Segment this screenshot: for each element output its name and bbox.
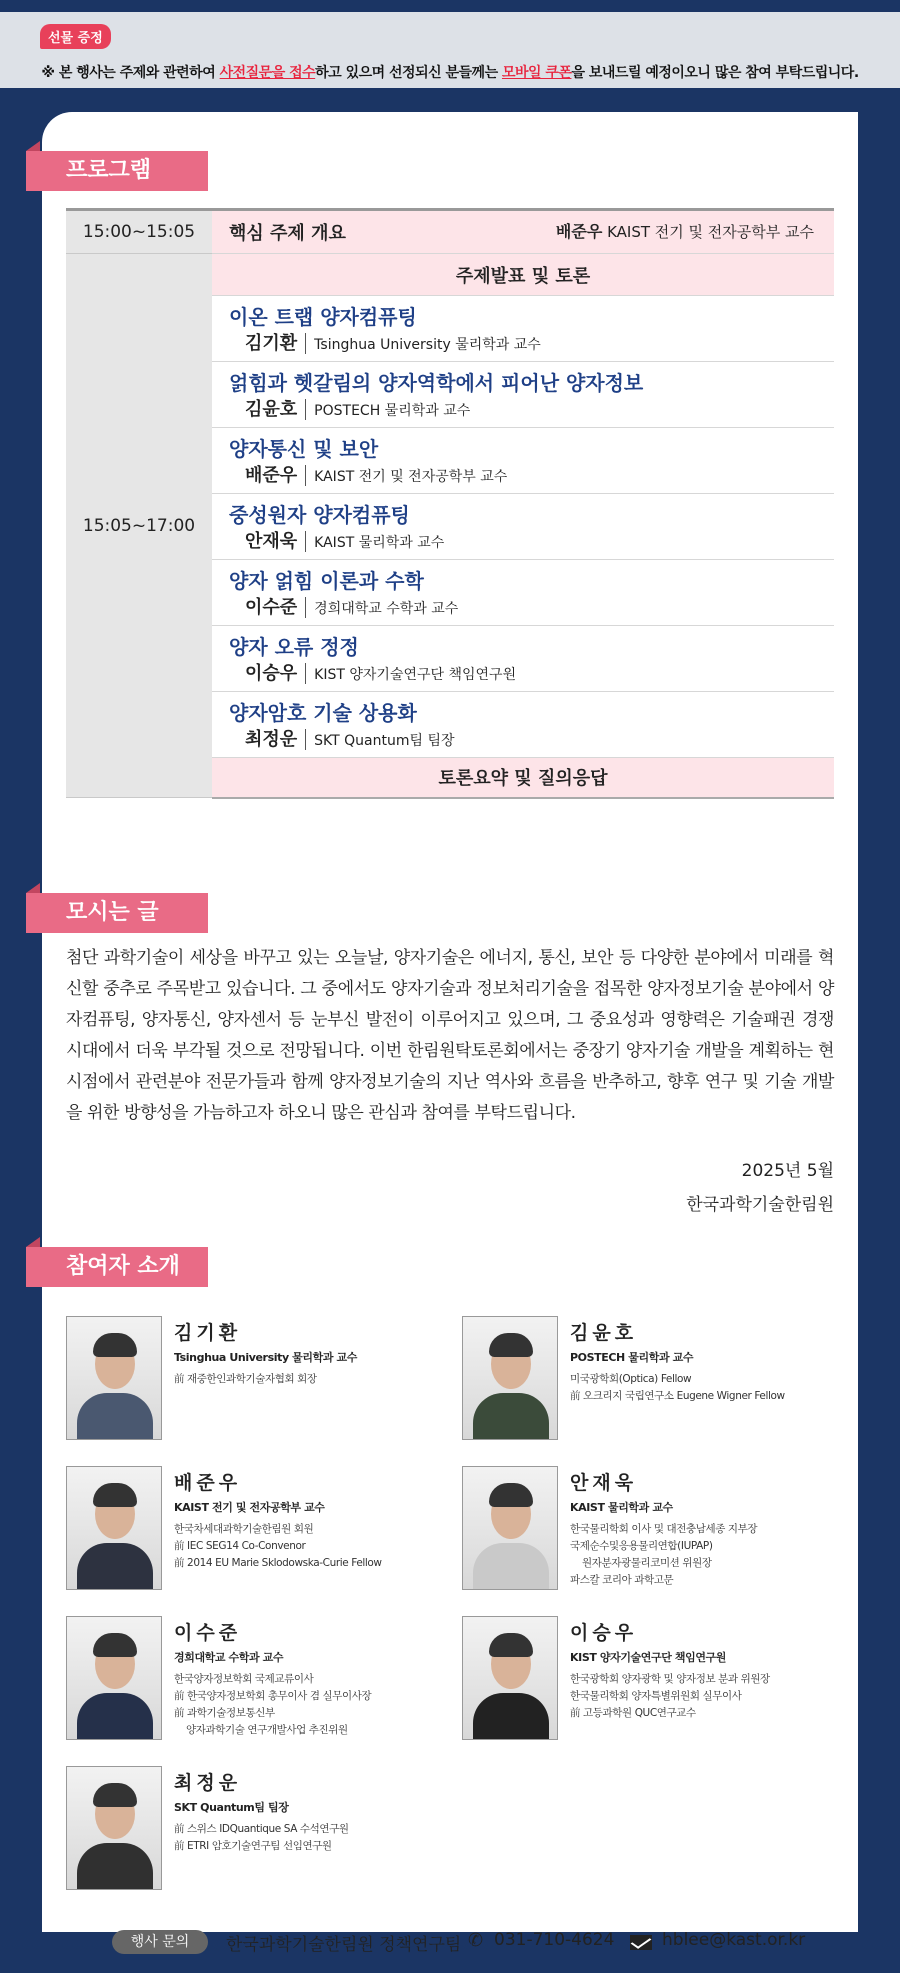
participant-affiliation: KIST 양자기술연구단 책임연구원	[570, 1651, 727, 1664]
program-table	[66, 208, 834, 799]
section-tag-participants: 참여자 소개	[26, 1247, 208, 1287]
participant-name: 이수준	[174, 1622, 242, 1644]
keynote-title: 핵심 주제 개요	[229, 223, 346, 244]
talk-speaker: 안재욱	[245, 531, 306, 552]
talk-row	[212, 362, 834, 428]
participant-detail: 前 고등과학원 QUC연구교수	[570, 1707, 696, 1719]
participant-detail: 한국광학회 양자광학 및 양자정보 분과 위원장	[570, 1673, 770, 1685]
participant-affiliation: POSTECH 물리학과 교수	[570, 1351, 694, 1364]
participant-detail: 前 IEC SEG14 Co-Convenor	[174, 1540, 306, 1552]
talk-speaker: 이승우	[245, 663, 306, 684]
keynote-speaker-affiliation: KAIST 전기 및 전자공학부 교수	[607, 223, 814, 241]
keynote-row	[212, 210, 834, 254]
participant-name: 이승우	[570, 1622, 638, 1644]
participant-detail: 미국광학회(Optica) Fellow	[570, 1373, 692, 1385]
talk-speaker: 김윤호	[245, 399, 306, 420]
talk-speaker: 배준우	[245, 465, 306, 486]
session-head: 주제발표 및 토론	[212, 254, 834, 296]
talk-row	[212, 428, 834, 494]
participant-name: 김윤호	[570, 1322, 638, 1344]
participant-photo	[66, 1616, 162, 1740]
participant-name: 김기환	[174, 1322, 242, 1344]
contact-email[interactable]: hblee@kast.or.kr	[662, 1930, 806, 1950]
participant-card	[462, 1616, 842, 1746]
notice-highlight-coupon: 모바일 쿠폰	[501, 65, 572, 81]
notice-text	[0, 62, 900, 82]
participant-card	[462, 1316, 842, 1446]
talk-row	[212, 296, 834, 362]
participant-card	[66, 1616, 446, 1746]
participant-detail: 한국물리학회 양자특별위원회 실무이사	[570, 1690, 742, 1702]
participant-affiliation: Tsinghua University 물리학과 교수	[174, 1351, 357, 1364]
participant-card	[66, 1316, 446, 1446]
participant-photo	[66, 1316, 162, 1440]
talk-affiliation: KIST 양자기술연구단 책임연구원	[314, 667, 517, 683]
participant-detail: 국제순수및응용물리연합(IUPAP)	[570, 1540, 713, 1552]
talk-affiliation: Tsinghua University 물리학과 교수	[314, 337, 541, 353]
participant-card	[462, 1466, 842, 1596]
talk-speaker: 김기환	[245, 333, 306, 354]
talk-affiliation: 경희대학교 수학과 교수	[314, 601, 459, 617]
participant-affiliation: SKT Quantum팀 팀장	[174, 1801, 289, 1814]
talk-speaker: 최정운	[245, 729, 306, 750]
participant-photo	[462, 1466, 558, 1590]
participant-name: 안재욱	[570, 1472, 638, 1494]
talk-speaker: 이수준	[245, 597, 306, 618]
participant-photo	[462, 1316, 558, 1440]
section-tag-program: 프로그램	[26, 151, 208, 191]
participant-detail: 前 재중한인과학기술자협회 회장	[174, 1373, 317, 1385]
participant-detail: 前 오크리지 국립연구소 Eugene Wigner Fellow	[570, 1390, 785, 1402]
greeting-date: 2025년 5월	[741, 1161, 834, 1181]
contact-org: 한국과학기술한림원 정책연구팀	[226, 1935, 462, 1955]
notice-highlight-question: 사전질문을 접수	[219, 65, 316, 81]
participant-name: 배준우	[174, 1472, 242, 1494]
notice-banner	[0, 0, 900, 88]
participant-detail: 前 과학기술정보통신부	[174, 1707, 275, 1719]
participant-card	[66, 1766, 446, 1896]
participant-detail: 한국양자정보학회 국제교류이사	[174, 1673, 314, 1685]
participant-photo	[66, 1466, 162, 1590]
participant-detail: 원자분자광물리코미션 위원장	[582, 1557, 712, 1569]
session-time: 15:05~17:00	[66, 254, 212, 798]
closing-row: 토론요약 및 질의응답	[212, 758, 834, 798]
notice-pre: ※ 본 행사는 주제와 관련하여	[41, 65, 220, 81]
participant-photo	[66, 1766, 162, 1890]
participant-detail: 한국차세대과학기술한림원 회원	[174, 1523, 314, 1535]
talk-row	[212, 692, 834, 758]
participant-detail: 前 2014 EU Marie Sklodowska-Curie Fellow	[174, 1557, 382, 1569]
keynote-speaker-name: 배준우	[555, 222, 603, 241]
talk-title: 양자 얽힘 이론과 수학	[229, 569, 424, 593]
gift-badge: 선물 증정	[40, 24, 111, 49]
notice-post: 을 보내드릴 예정이오니 많은 참여 부탁드립니다.	[571, 65, 859, 81]
keynote-time: 15:00~15:05	[66, 210, 212, 254]
talk-title: 양자암호 기술 상용화	[229, 701, 417, 725]
section-tag-greeting: 모시는 글	[26, 893, 208, 933]
participant-detail: 파스칼 코리아 과학고문	[570, 1574, 674, 1586]
participant-affiliation: KAIST 물리학과 교수	[570, 1501, 673, 1514]
talk-title: 양자통신 및 보안	[229, 437, 379, 461]
contact-badge: 행사 문의	[112, 1930, 208, 1954]
participant-detail: 前 한국양자정보학회 총무이사 겸 실무이사장	[174, 1690, 372, 1702]
talk-title: 중성원자 양자컴퓨팅	[229, 503, 410, 527]
talk-title: 얽힘과 헷갈림의 양자역학에서 피어난 양자정보	[229, 371, 644, 395]
contact-footer	[0, 1926, 900, 1962]
talk-title: 이온 트랩 양자컴퓨팅	[229, 305, 417, 329]
keynote-speaker	[556, 219, 834, 242]
participant-photo	[462, 1616, 558, 1740]
talk-affiliation: SKT Quantum팀 팀장	[314, 733, 455, 749]
phone-icon: ✆	[468, 1930, 484, 1951]
participant-card	[66, 1466, 446, 1596]
mail-icon	[630, 1935, 652, 1950]
talk-affiliation: KAIST 물리학과 교수	[314, 535, 445, 551]
participant-detail: 前 스위스 IDQuantique SA 수석연구원	[174, 1823, 349, 1835]
greeting-org: 한국과학기술한림원	[686, 1195, 834, 1215]
contact-phone[interactable]: 031-710-4624	[494, 1930, 615, 1950]
talk-row	[212, 560, 834, 626]
talk-row	[212, 494, 834, 560]
notice-mid: 하고 있으며 선정되신 분들께는	[315, 65, 502, 81]
talk-title: 양자 오류 정정	[229, 635, 359, 659]
greeting-body: 첨단 과학기술이 세상을 바꾸고 있는 오늘날, 양자기술은 에너지, 통신, 보안 등 다양한 분야에서 미래를 혁신할 중추로 주목받고 있습니다. 그 중에서도 양자기술과 정보처리기술을 접목한 양자정보기술 분야에서 양자컴퓨팅, 양자통신, 양자센서 등 눈부신 발전이 이루어지고 있으며, 그 중요성과 영향력은 기술패권 경쟁 시대에서 더욱 부각될 것으로 전망됩니다. 이번 한림원탁토론회에서는 중장기 양자기술 개발을 계획하는 현 시점에서 관련분야 전문가들과 함께 양자정보기술의 지난 역사와 흐름을 반추하고, 향후 연구 및 기술 개발을 위한 방향성을 가늠하고자 하오니 많은 관심과 참여를 부탁드립니다.	[66, 948, 834, 1123]
participant-affiliation: 경희대학교 수학과 교수	[174, 1651, 284, 1664]
talk-affiliation: POSTECH 물리학과 교수	[314, 403, 471, 419]
participant-detail: 한국물리학회 이사 및 대전충남세종 지부장	[570, 1523, 758, 1535]
talk-affiliation: KAIST 전기 및 전자공학부 교수	[314, 469, 508, 485]
talk-row	[212, 626, 834, 692]
participant-detail: 양자과학기술 연구개발사업 추진위원	[186, 1724, 348, 1736]
participant-detail: 前 ETRI 암호기술연구팀 선임연구원	[174, 1840, 332, 1852]
participant-name: 최정운	[174, 1772, 242, 1794]
participant-affiliation: KAIST 전기 및 전자공학부 교수	[174, 1501, 325, 1514]
